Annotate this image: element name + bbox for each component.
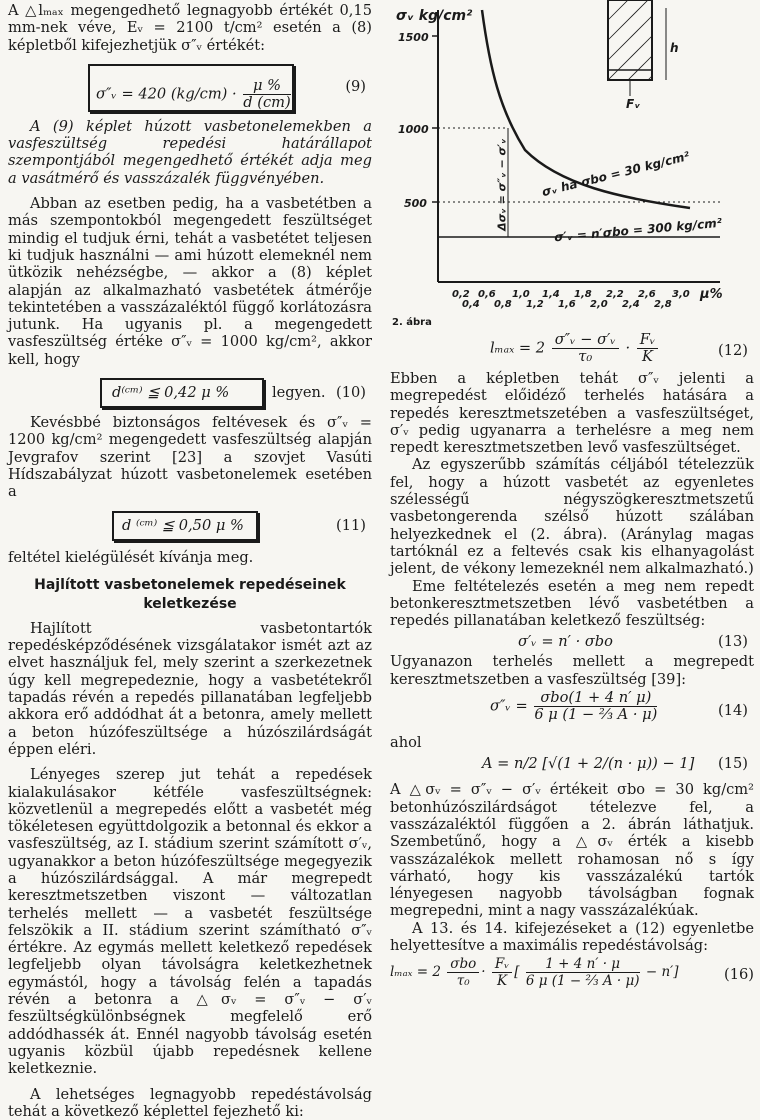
equation-10: [8, 374, 372, 414]
figure-graphic: [390, 0, 754, 330]
eq12-den: τ₀: [578, 348, 593, 365]
equation-14: [390, 688, 754, 734]
eq12-fraction: [552, 332, 619, 365]
eq12-lhs: lₘₐₓ = 2: [490, 339, 546, 357]
equation-number: (14): [718, 702, 748, 720]
paragraph: Ugyanazon terhelés mellett a megrepedt keresztmetszetben a vasfeszültség [39]:: [390, 653, 754, 688]
x-tick-label: 1,8: [574, 289, 592, 300]
x-tick-label: 0,6: [478, 289, 496, 300]
equation-12: [390, 330, 754, 370]
paragraph: Eme feltételezés esetén a meg nem repedt betonkeresztmetszetben lévő vasbetétben a repedés pillanatában keletkező feszültség:: [390, 577, 754, 630]
eq9-den: d (cm): [243, 93, 291, 111]
eq14-num: σbo(1 + 4 n′ μ): [534, 690, 657, 707]
eq14-lhs: σ″ᵥ =: [490, 697, 528, 715]
eq12-num: σ″ᵥ − σ′ᵥ: [552, 332, 619, 349]
eq12-dot: ·: [625, 339, 631, 357]
eq16-lhs: lₘₐₓ = 2: [390, 964, 441, 981]
eq14-fraction: [534, 690, 657, 723]
eq9-num: μ %: [243, 78, 290, 95]
y-tick-label: 500: [404, 197, 427, 210]
x-tick-label: 0,8: [494, 299, 512, 310]
section-heading: Hajlított vasbetonelemek repedéseinek keletkezése: [34, 576, 346, 612]
eq9-lhs: σ″ᵥ = 420 (kg/cm) ·: [96, 85, 237, 103]
eq10-after: legyen.: [272, 384, 326, 402]
y-tick-label: 1000: [398, 123, 429, 136]
equation-15: [390, 751, 754, 781]
x-tick-label: 1,4: [542, 289, 560, 300]
vertical-label: Δσᵥ = σ″ᵥ − σ′ᵥ: [495, 138, 509, 231]
equation-13: [390, 629, 754, 653]
equation-16: lₘₐₓ = 2 $\frac{\text{σbo}}{\text{τ₀}}$ · $\frac{\text{Fᵥ}}{K}$ [ $\frac{1 + 4 n' \cdot \mu}{\text{6 μ (1 − ⅔ A · μ)}}$ − n′] (16): [390, 956, 754, 990]
equation-box: [112, 511, 258, 541]
equation-number: (13): [718, 633, 748, 651]
equation-number: (12): [718, 342, 748, 359]
x-tick-label: 0,2: [452, 289, 470, 300]
beam-section: [608, 0, 652, 80]
eq16-fraction3: [526, 956, 640, 989]
paragraph: Ebben a képletben tehát σ″ᵥ jelenti a megrepedést előidéző terhelés hatására a repedés keresztmetszetében a vasfeszültséget, σ′ᵥ pedig ugyanarra a terhelésre a meg nem repedt keresztmetszetben levő vasfeszültséget.: [390, 370, 754, 457]
paragraph: A 13. és 14. kifejezéseket a (12) egyenletbe helyettesítve a maximális repedéstávolság:: [390, 919, 754, 955]
eq11-expr: d ⁽ᶜᵐ⁾ ≦ 0,50 μ %: [122, 516, 244, 534]
figure-2: [390, 0, 754, 330]
equation-box: [100, 378, 264, 408]
x-tick-label: 1,0: [512, 289, 530, 300]
x-tick-label: 2,6: [638, 289, 656, 300]
x-tick-label: 2,4: [622, 299, 640, 310]
paragraph: A △lₘₐₓ megengedhető legnagyobb értékét 0,15 mm-nek véve, Eᵥ = 2100 t/cm² esetén a (8) képletből kifejezhetjük σ″ᵥ értékét:: [8, 2, 372, 54]
eq16-f1d: τ₀: [456, 973, 470, 990]
eq16-fraction1: [447, 956, 479, 989]
x-tick-label: 3,0: [672, 289, 690, 300]
x-tick-label: 1,2: [526, 299, 544, 310]
paragraph: A (9) képlet húzott vasbetonelemekben a vasfeszültség repedési határállapot szempontjából megengedhető értékét adja meg a vasátmérő és vasszázalék függvényében.: [8, 117, 372, 187]
x-tick-label: 2,8: [654, 299, 672, 310]
eq16-fraction2: [492, 956, 512, 989]
section-h-label: h: [670, 41, 679, 55]
paragraph: feltétel kielégülését kívánja meg.: [8, 548, 254, 566]
paragraph: Kevésbbé biztonságos feltévesek és σ″ᵥ = 1200 kg/cm² megengedett vasfeszültség alapján Jevgrafov szerint [23] a szovjet Vasúti Hídszabályzat húzott vasbetonelemek esetében a: [8, 414, 372, 501]
left-column: [8, 2, 372, 1120]
eq9-fraction: [243, 78, 290, 111]
equation-11: [8, 505, 372, 549]
paragraph: Az egyszerűbb számítás céljából tételezzük fel, hogy a húzott vasbetét az egyenletes szélességű négyszögkeresztmetszetű vasbetongerenda szélső húzott szálában helyezkednek el (2. ábra). (Aránylag magas tartóknál ez a feltevés csak kis elhanyagolást jelent, de vékony lemezeknél nem alkalmazható.): [390, 456, 754, 578]
y-axis-unit: σᵥ kg/cm²: [396, 8, 473, 24]
curve-label: σᵥ ha σbo = 30 kg/cm²: [540, 148, 691, 200]
eq12-fraction2: [637, 332, 659, 365]
eq16-tail: − n′: [645, 964, 674, 981]
x-tick-label: 1,6: [558, 299, 576, 310]
x-tick-label: 2,0: [590, 299, 608, 310]
eq10-expr: d⁽ᶜᵐ⁾ ≦ 0,42 μ %: [112, 384, 230, 402]
paragraph: Hajlított vasbetontartók repedésképződésének vizsgálatakor ismét azt az elvet használjuk fel, mely szerint a szerkezetnek úgy kell megrepedeznie, hogy a vasbetétekről tapadás révén a repedés pillanatában legfeljebb akkora erő addódhat át a betonra, amely mellett a beton húzófeszültsége a húzószilárdságát éppen eléri.: [8, 619, 372, 758]
eq12-den2: K: [642, 348, 653, 365]
eq12-num2: Fᵥ: [637, 332, 659, 349]
equation-number: (10): [336, 384, 366, 402]
figure-caption: 2. ábra: [392, 317, 432, 328]
paragraph: Abban az esetben pedig, ha a vasbetétben a más szempontokból megengedett feszültséget mindig el tudjuk érni, tehát a vasbetétet teljesen ki tudjuk használni — ami húzott elemeknél nem ütközik nehézségbe, — akkor a (8) képlet alapján az alkalmazható vasbetétek átmérője tekintetében a vasszázaléktól függő korlátozásra jutunk. Ha ugyanis pl. a megengedett vasfeszültség értéke σ″ᵥ = 1000 kg/cm², akkor kell, hogy: [8, 195, 372, 368]
eq14-den: 6 μ (1 − ⅔ A · μ): [534, 706, 658, 724]
y-tick-label: 1500: [398, 31, 429, 44]
paragraph: A △σᵥ = σ″ᵥ − σ′ᵥ értékeit σbo = 30 kg/cm² betonhúzószilárdságot tételezve fel, a vasszázaléktól függően a 2. ábrán láthatjuk. Szembetűnő, hogy a △σᵥ érték a kisebb vasszázalékok mellett rohamosan nő s így várható, hogy kis vasszázalékú tartók lényegesen nagyobb távolságban fognak megrepedni, mint a nagy vasszázalékúak.: [390, 781, 754, 920]
equation-box: [88, 64, 294, 112]
equation-number: (15): [718, 755, 748, 773]
equation-number: (9): [345, 77, 366, 95]
x-tick-label: 2,2: [606, 289, 624, 300]
equation-9: [8, 60, 372, 118]
eq16-f2n: Fᵥ: [492, 956, 512, 973]
eq13-expr: σ′ᵥ = n′ · σbo: [518, 633, 613, 651]
eq16-f2d: K: [497, 973, 508, 990]
where-label: ahol: [390, 734, 422, 752]
paragraph: Lényeges szerep jut tehát a repedések kialakulásakor kétféle vasfeszültségnek: közvetlenül a megrepedés előtt a vasbetét még tökéletesen együttdolgozik a betonnal és ekkor a vasfeszültség, az I. stádium szerint számított σ′ᵥ, ugyanakkor a beton húzófeszültsége megegyezik a húzószilárdsággal. A már megrepedt keresztmetszetben viszont — változatlan terhelés mellett — a vasbetét feszültsége felszökik a II. stádium szerint számítható σ″ᵥ értékre. Az egymás mellett keletkező repedések legfeljebb olyan távolságra keletkezhetnek egymástól, hogy a távolság felén a tapadás révén a betonra a △σᵥ = σ″ᵥ − σ′ᵥ feszültségkülönbségnek megfelelő erő addódhassék át. Ennél nagyobb távolság esetén ugyanis közbül újabb repedésnek kellene keletkeznie.: [8, 766, 372, 1078]
eq16-bn: 1 + 4 n′ · μ: [526, 956, 640, 973]
eq15-expr: A = n/2 [√(1 + 2/(n · μ)) − 1]: [482, 755, 695, 773]
section-f-label: Fᵥ: [626, 97, 641, 111]
x-tick-label: 0,4: [462, 299, 480, 310]
eq16-bd: 6 μ (1 − ⅔ A · μ): [525, 973, 640, 990]
eq16-f1n: σbo: [447, 956, 479, 973]
x-axis-unit: μ%: [700, 287, 723, 302]
line-label: σ′ᵥ = n′σbo = 300 kg/cm²: [553, 215, 723, 245]
right-column: [390, 0, 754, 994]
equation-number: (11): [336, 516, 366, 534]
paragraph: A lehetséges legnagyobb repedéstávolság tehát a következő képlettel fejezhető ki:: [8, 1085, 372, 1120]
equation-number: (16): [724, 966, 754, 984]
